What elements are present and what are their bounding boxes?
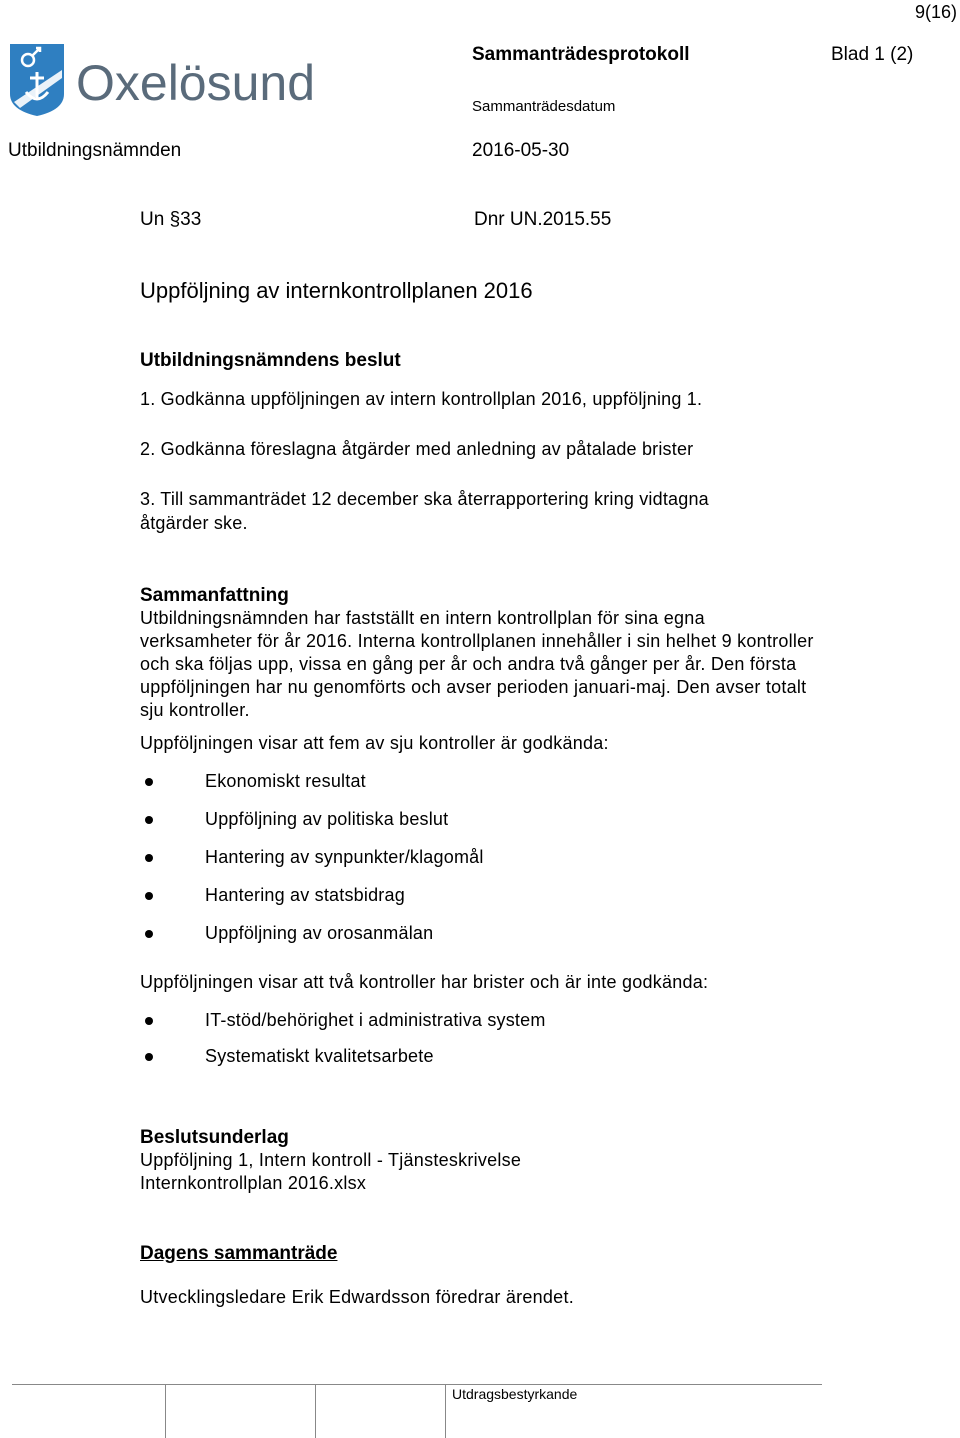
bullet-icon (145, 778, 153, 786)
department-name: Utbildningsnämnden (8, 140, 182, 161)
signature-box-divider (165, 1385, 166, 1438)
page-number: 9(16) (914, 2, 957, 22)
sheet-number: Blad 1 (2) (831, 44, 914, 65)
bullet-icon (145, 816, 153, 824)
meeting-section (140, 1243, 830, 1309)
list-item: Systematiskt kvalitetsarbete (140, 1044, 830, 1080)
meeting-date: 2016-05-30 (472, 140, 570, 161)
oxelosund-crest-icon (6, 42, 326, 118)
bullet-icon (145, 854, 153, 862)
basis-item: Uppföljning 1, Intern kontroll - Tjänsteskrivelse (140, 1150, 522, 1170)
oxelosund-logo (6, 42, 326, 118)
decision-list (140, 387, 830, 535)
list-item: Ekonomiskt resultat (140, 769, 830, 807)
deficient-intro: Uppföljningen visar att två kontroller har brister och är inte godkända: (140, 972, 709, 992)
bullet-icon (145, 930, 153, 938)
bullet-icon (145, 1017, 153, 1025)
decision-item: 1. Godkänna uppföljningen av intern kontrollplan 2016, uppföljning 1. (140, 389, 703, 409)
approved-intro: Uppföljningen visar att fem av sju kontroller är godkända: (140, 733, 609, 753)
list-item: Uppföljning av politiska beslut (140, 807, 830, 845)
summary-heading: Sammanfattning (140, 585, 289, 606)
basis-item: Internkontrollplan 2016.xlsx (140, 1173, 367, 1193)
certification-label: Utdragsbestyrkande (452, 1386, 578, 1402)
dnr-reference: Dnr UN.2015.55 (474, 209, 612, 230)
date-label: Sammanträdesdatum (472, 98, 616, 115)
list-item: Hantering av statsbidrag (140, 883, 830, 921)
summary-section (140, 585, 830, 1080)
bullet-icon (145, 892, 153, 900)
paragraph-reference: Un §33 (140, 209, 202, 230)
list-item: IT-stöd/behörighet i administrativa system (140, 1008, 830, 1044)
page-title: Uppföljning av internkontrollplanen 2016 (140, 278, 533, 303)
decision-item: 3. Till sammanträdet 12 december ska återrapportering kring vidtagna åtgärder ske. (140, 489, 709, 533)
basis-section (140, 1127, 830, 1195)
footer-rule (12, 1384, 822, 1385)
decision-section (140, 350, 830, 561)
deficient-list (140, 1008, 830, 1080)
list-item: Uppföljning av orosanmälan (140, 921, 830, 959)
logo-wordmark: Oxelösund (76, 55, 316, 111)
basis-heading: Beslutsunderlag (140, 1127, 289, 1148)
signature-box-divider (315, 1385, 316, 1438)
decision-item: 2. Godkänna föreslagna åtgärder med anledning av påtalade brister (140, 439, 694, 459)
document-title: Sammanträdesprotokoll (472, 44, 690, 65)
bullet-icon (145, 1053, 153, 1061)
approved-list (140, 769, 830, 959)
meeting-text: Utvecklingsledare Erik Edwardsson föredrar ärendet. (140, 1287, 574, 1307)
decision-heading: Utbildningsnämndens beslut (140, 350, 401, 371)
signature-box-divider (445, 1385, 446, 1438)
list-item: Hantering av synpunkter/klagomål (140, 845, 830, 883)
meeting-heading: Dagens sammanträde (140, 1243, 338, 1264)
summary-text: Utbildningsnämnden har fastställt en intern kontrollplan för sina egna verksamheter för år 2016. Interna kontrollplanen innehåller i sin helhet 9 kontroller och ska följas upp, vissa en gång per år och andra två gånger per år. Den första uppföljningen har nu genomförts och avser perioden januari-maj. Den avser totalt sju kontroller. (140, 608, 814, 720)
